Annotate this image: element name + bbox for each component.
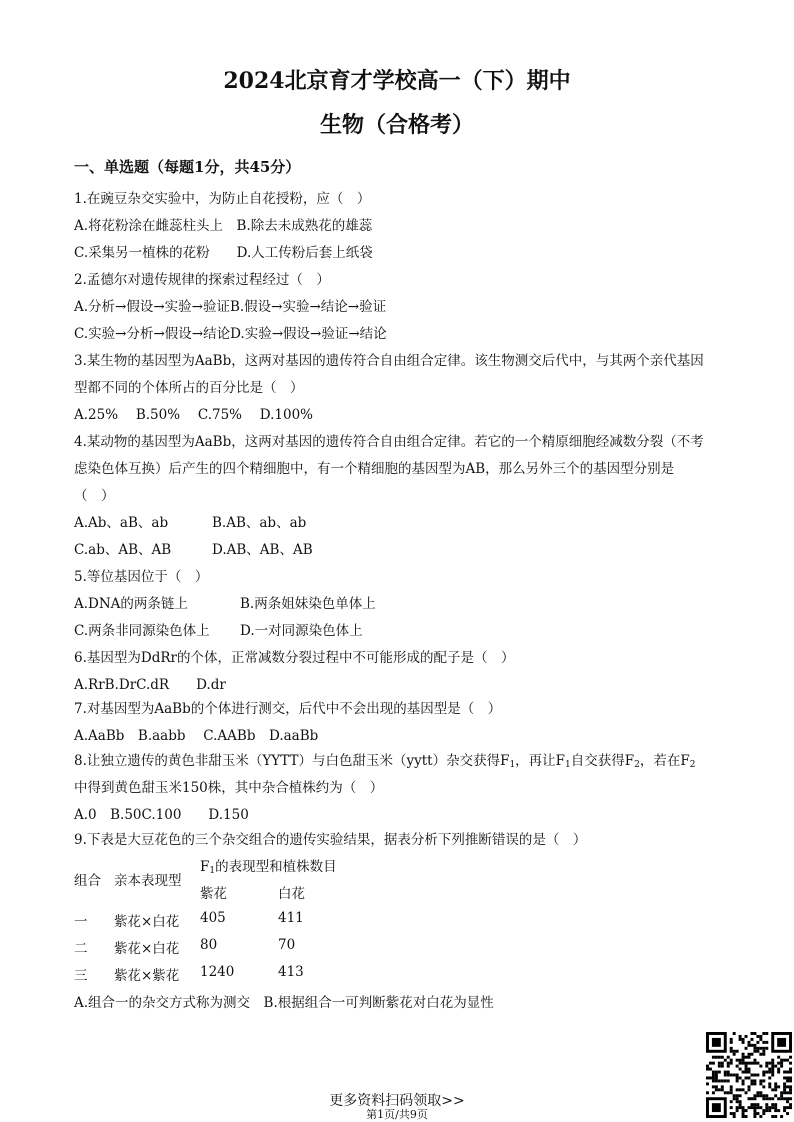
q8-sub-4: 2 xyxy=(689,760,696,770)
question-4-stem-line1: 4.某动物的基因型为AaBb，这两对基因的遗传符合自由组合定律。若它的一个精原细胞经减数分裂（不考 xyxy=(74,434,704,450)
question-5-option-d: D.一对同源染色体上 xyxy=(240,623,363,639)
question-1-options-ab: A.将花粉涂在雌蕊柱头上 B.除去未成熟花的雄蕊 xyxy=(74,218,373,234)
question-1-options-cd: C.采集另一植株的花粉 D.人工传粉后套上纸袋 xyxy=(74,245,373,261)
q8-text-1: 8.让独立遗传的黄色非甜玉米（YYTT）与白色甜玉米（yytt）杂交获得F xyxy=(74,753,510,769)
question-8-options: A.0 B.50C.100 D.150 xyxy=(74,807,249,823)
q8-text-3: 自交获得F xyxy=(570,753,635,769)
question-2-options-ab: A.分析→假设→实验→验证B.假设→实验→结论→验证 xyxy=(74,299,387,315)
question-8-stem-line1 xyxy=(74,749,696,770)
question-4-stem-line3: （ ） xyxy=(74,488,115,504)
promo-link[interactable]: 更多资料扫码领取>> xyxy=(329,1093,465,1109)
table-row-3-white: 413 xyxy=(278,964,304,980)
table-row-2-white: 70 xyxy=(278,937,296,953)
question-1-stem: 1.在豌豆杂交实验中，为防止自花授粉，应（ ） xyxy=(74,191,371,207)
question-3-options: A.25% B.50% C.75% D.100% xyxy=(74,407,314,423)
page-number: 第1页/共9页 xyxy=(366,1108,428,1121)
question-3-stem-line2: 型都不同的个体所占的百分比是（ ） xyxy=(74,380,304,396)
table-row-1-parents: 紫花×白花 xyxy=(114,914,180,930)
question-4-option-a: A.Ab、aB、ab xyxy=(74,515,169,531)
section-heading: 一、单选题（每题1分，共45分） xyxy=(74,158,301,176)
question-5-option-a: A.DNA的两条链上 xyxy=(74,596,188,612)
question-6-options: A.RrB.DrC.dR D.dr xyxy=(74,677,226,693)
table-header-f1 xyxy=(200,855,337,876)
table-row-1-white: 411 xyxy=(278,910,304,926)
question-5-option-b: B.两条姐妹染色单体上 xyxy=(240,596,376,612)
table-row-1-group: 一 xyxy=(74,914,88,930)
question-9-options: A.组合一的杂交方式称为测交 B.根据组合一可判断紫花对白花为显性 xyxy=(74,995,494,1011)
table-row-2-group: 二 xyxy=(74,941,88,957)
question-3-stem-line1: 3.某生物的基因型为AaBb，这两对基因的遗传符合自由组合定律。该生物测交后代中，与其两个亲代基因 xyxy=(74,353,704,369)
question-6-stem: 6.基因型为DdRr的个体，正常减数分裂过程中不可能形成的配子是（ ） xyxy=(74,650,515,666)
table-header-group: 组合 xyxy=(74,873,101,889)
question-9-stem: 9.下表是大豆花色的三个杂交组合的遗传实验结果，据表分析下列推断错误的是（ ） xyxy=(74,832,587,848)
question-4-option-b: B.AB、ab、ab xyxy=(212,515,307,531)
question-4-option-d: D.AB、AB、AB xyxy=(212,542,313,558)
question-7-stem: 7.对基因型为AaBb的个体进行测交，后代中不会出现的基因型是（ ） xyxy=(74,701,502,717)
question-5-option-c: C.两条非同源染色体上 xyxy=(74,623,210,639)
f1-sub: 1 xyxy=(209,866,216,876)
q8-text-4: ，若在F xyxy=(639,753,690,769)
table-row-3-purple: 1240 xyxy=(200,964,235,980)
f1-pre: F xyxy=(200,859,210,875)
question-2-stem: 2.孟德尔对遗传规律的探索过程经过（ ） xyxy=(74,272,330,288)
question-8-stem-line2: 中得到黄色甜玉米150株，其中杂合植株约为（ ） xyxy=(74,780,384,796)
question-7-options: A.AaBb B.aabb C.AABb D.aaBb xyxy=(74,728,319,744)
q8-sub-1: 1 xyxy=(509,760,516,770)
q8-sub-3: 2 xyxy=(634,760,640,770)
question-5-stem: 5.等位基因位于（ ） xyxy=(74,569,209,585)
exam-subtitle: 生物（合格考） xyxy=(319,112,474,138)
exam-title: 2024北京育才学校高一（下）期中 xyxy=(223,68,571,94)
q8-text-2: ，再让F xyxy=(515,753,566,769)
table-header-white: 白花 xyxy=(278,886,305,902)
table-row-3-parents: 紫花×紫花 xyxy=(114,968,180,984)
table-header-parents: 亲本表现型 xyxy=(114,873,182,889)
table-header-purple: 紫花 xyxy=(200,886,227,902)
table-row-2-parents: 紫花×白花 xyxy=(114,941,180,957)
question-4-option-c: C.ab、AB、AB xyxy=(74,542,172,558)
table-row-3-group: 三 xyxy=(74,968,88,984)
table-row-2-purple: 80 xyxy=(200,937,218,953)
question-2-options-cd: C.实验→分析→假设→结论D.实验→假设→验证→结论 xyxy=(74,326,387,342)
question-4-stem-line2: 虑染色体互换）后产生的四个精细胞中，有一个精细胞的基因型为AB，那么另外三个的基因型分别是 xyxy=(74,461,675,477)
q8-sub-2: 1 xyxy=(565,760,571,770)
table-row-1-purple: 405 xyxy=(200,910,226,926)
f1-post: 的表现型和植株数目 xyxy=(215,859,337,875)
